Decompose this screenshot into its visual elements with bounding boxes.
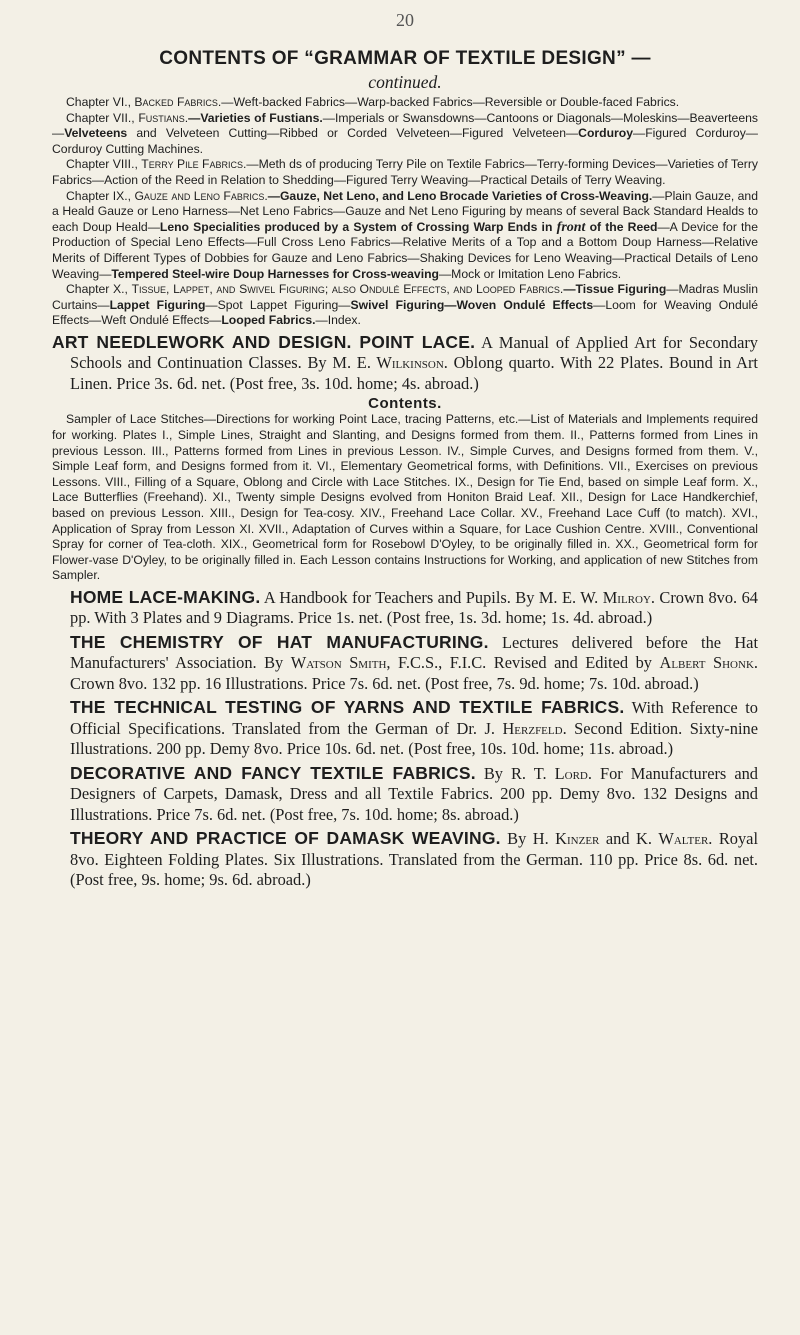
book-entry-decorative: DECORATIVE AND FANCY TEXTILE FABRICS. By R. T. Lord. For Manufacturers and Designers of Carpets, Damask, Dress and all Textile Fabrics. 200 pp. Demy 8vo. 132 Designs and Illustrations. Price 7s. 6d. net. (Post free, 7s. 10d. home; 8s. abroad.) [70, 762, 758, 824]
book-title: HOME LACE-MAKING. [70, 586, 261, 607]
page-number: 20 [396, 10, 414, 30]
book-entry-hat-chemistry: THE CHEMISTRY OF HAT MANUFACTURING. Lectures delivered before the Hat Manufacturers' Association. By Watson Smith, F.C.S., F.I.C. Revised and Edited by Albert Shonk. Crown 8vo. 132 pp. 16 Illustrations. Price 7s. 6d. net. (Post free, 7s. 9d. home; 7s. 10d. abroad.) [70, 631, 759, 693]
book-title: DECORATIVE AND FANCY TEXTILE FABRICS. [70, 762, 476, 783]
book-entry-needlework: ART NEEDLEWORK AND DESIGN. POINT LACE. A Manual of Applied Art for Secondary Schools and Continuation Classes. By M. E. Wilkinson. Oblong quarto. With 22 Plates. Bound in Art Linen. Price 3s. 6d. net. (Post free, 3s. 10d. home; 4s. abroad.) Contents. Sampler of Lace Stitches—Directions for working Point Lace, tracing Patterns, etc.—List of Materials and Implements required for working. Plates I., Simple Lines, Straight and Slanting, and Designs formed from them. II., Patterns formed from Lines in previous Lesson. III., Patterns formed from Lines in previous Lesson. IV., Simple Curves, and Designs formed from them. V., Simple Leaf form, and Designs formed from it. VI., Elementary Geometrical forms, with Definitions. VII., Exercises on previous Lessons. VIII., Filling of a Square, Oblong and Circle with Lace Stitches. IX., Design for Tie End, based on simple Leaf form. X., Lace Butterflies (Freehand). XI., Twenty simple Designs evolved from Honiton Braid Leaf. XII., Design for Lace Handkerchief, based on previous Lesson. XIII., Design for Tea-cosy. XIV., Freehand Lace Collar. XV., Freehand Lace Cuff (to match). XVI., Application of Spray from Lesson XI. XVII., Adaptation of Curves within a Square, for Lace Cushion Centre. XVIII., Conventional Spray for corner of Tea-cloth. XIX., Geometrical form for Rosebowl D'Oyley, to be originally filled in. XX., Geometrical form for Flower-vase D'Oyley, to be originally filled in. Each Lesson contains Instructions for Working, and application of new Stitches from Sampler. [52, 331, 758, 583]
book-editor: Albert Shonk. [659, 653, 758, 673]
chapter-7: Chapter VII., Fustians.—Varieties of Fustians.—Imperials or Swansdowns—Cantoons or Diagonals—Moleskins—Beaverteens—Velveteens and Velveteen Cutting—Ribbed or Corded Velveteen—Figured Velveteen—Corduroy—Figured Corduroy—Corduroy Cutting Machines. [52, 110, 758, 156]
book-author: Lord. [554, 763, 592, 783]
book-author: M. E. W. Milroy. [538, 587, 655, 607]
book-author-2: Walter. [658, 829, 713, 849]
book-author: M. E. Wilkinson. [332, 353, 448, 373]
book-title: THE TECHNICAL TESTING OF YARNS AND TEXTILE FABRICS. [70, 697, 625, 718]
chapter-9: Chapter IX., Gauze and Leno Fabrics.—Gauze, Net Leno, and Leno Brocade Varieties of Cross-Weaving.—Plain Gauze, and a Heald Gauze or Leno Harness—Net Leno Fabrics—Gauze and Net Leno Figuring by means of several Back Standard Healds to each Doup Heald—Leno Specialities produced by a System of Crossing Warp Ends in front of the Reed—A Device for the Production of Special Leno Effects—Full Cross Leno Fabrics—Relative Merits of a Top and a Bottom Doup Harness—Relative Merits of Different Types of Dobbies for Gauze and Leno Fabrics—Shaking Devices for Leno Weaving—Practical Details of Leno Weaving—Tempered Steel-wire Doup Harnesses for Cross-weaving—Mock or Imitation Leno Fabrics. [52, 188, 758, 281]
chapter-8: Chapter VIII., Terry Pile Fabrics.—Meth ds of producing Terry Pile on Textile Fabrics—Terry-forming Devices—Varieties of Terry Fabrics—Action of the Reed in Relation to Shedding—Figured Terry Weaving—Practical Details of Terry Weaving. [52, 157, 758, 187]
chapter-6: Chapter VI., Backed Fabrics.—Weft-backed Fabrics—Warp-backed Fabrics—Reversible or Double-faced Fabrics. [66, 95, 680, 109]
book-author: Watson Smith, [290, 653, 391, 673]
section-heading: CONTENTS OF “GRAMMAR OF TEXTILE DESIGN” — [159, 48, 651, 69]
book-title: THE CHEMISTRY OF HAT MANUFACTURING. [70, 631, 489, 652]
book-title: THEORY AND PRACTICE OF DAMASK WEAVING. [70, 828, 501, 849]
chapter-10: Chapter X., Tissue, Lappet, and Swivel Figuring; also Ondulé Effects, and Looped Fabrics.—Tissue Figuring—Madras Muslin Curtains—Lappet Figuring—Spot Lappet Figuring—Swivel Figuring—Woven Ondulé Effects—Loom for Weaving Ondulé Effects—Weft Ondulé Effects—Looped Fabrics.—Index. [52, 282, 759, 328]
book-author: Herzfeld. [502, 718, 567, 738]
page [52, 0, 758, 891]
contents-heading: Contents. [368, 395, 442, 413]
continued-label: continued. [368, 72, 442, 92]
book-entry-yarn-testing: THE TECHNICAL TESTING OF YARNS AND TEXTILE FABRICS. With Reference to Official Specifications. Translated from the German of Dr. J. Herzfeld. Second Edition. Sixty-nine Illustrations. 200 pp. Demy 8vo. Price 10s. 6d. net. (Post free, 10s. 10d. home; 11s. abroad.) [70, 697, 758, 759]
grammar-contents [52, 95, 758, 329]
needlework-contents: Sampler of Lace Stitches—Directions for working Point Lace, tracing Patterns, etc.—List of Materials and Implements required for working. Plates I., Simple Lines, Straight and Slanting, and Designs formed from them. II., Patterns formed from Lines in previous Lesson. III., Patterns formed from Lines in previous Lesson. IV., Simple Curves, and Designs formed from them. V., Simple Leaf form, and Designs formed from it. VI., Elementary Geometrical forms, with Definitions. VII., Exercises on previous Lessons. VIII., Filling of a Square, Oblong and Circle with Lace Stitches. IX., Design for Tie End, based on simple Leaf form. X., Lace Butterflies (Freehand). XI., Twenty simple Designs evolved from Honiton Braid Leaf. XII., Design for Lace Handkerchief, based on previous Lesson. XIII., Design for Tea-cosy. XIV., Freehand Lace Collar. XV., Freehand Lace Cuff (to match). XVI., Application of Spray from Lesson XI. XVII., Adaptation of Curves within a Square, for Lace Cushion Centre. XVIII., Conventional Spray for corner of Tea-cloth. XIX., Geometrical form for Rosebowl D'Oyley, to be originally filled in. XX., Geometrical form for Flower-vase D'Oyley, to be originally filled in. Each Lesson contains Instructions for Working, and application of new Stitches from Sampler. [52, 412, 758, 583]
book-author: Kinzer [555, 829, 600, 849]
book-title: ART NEEDLEWORK AND DESIGN. POINT LACE. [52, 331, 476, 352]
book-entry-lace-making: HOME LACE-MAKING. A Handbook for Teachers and Pupils. By M. E. W. Milroy. Crown 8vo. 64 pp. With 3 Plates and 9 Diagrams. Price 1s. net. (Post free, 1s. 3d. home; 1s. 4d. abroad.) [70, 586, 758, 628]
book-entry-damask: THEORY AND PRACTICE OF DAMASK WEAVING. By H. Kinzer and K. Walter. Royal 8vo. Eighteen Folding Plates. Six Illustrations. Translated from the German. 110 pp. Price 8s. 6d. net. (Post free, 9s. home; 9s. 6d. abroad.) [70, 828, 759, 890]
